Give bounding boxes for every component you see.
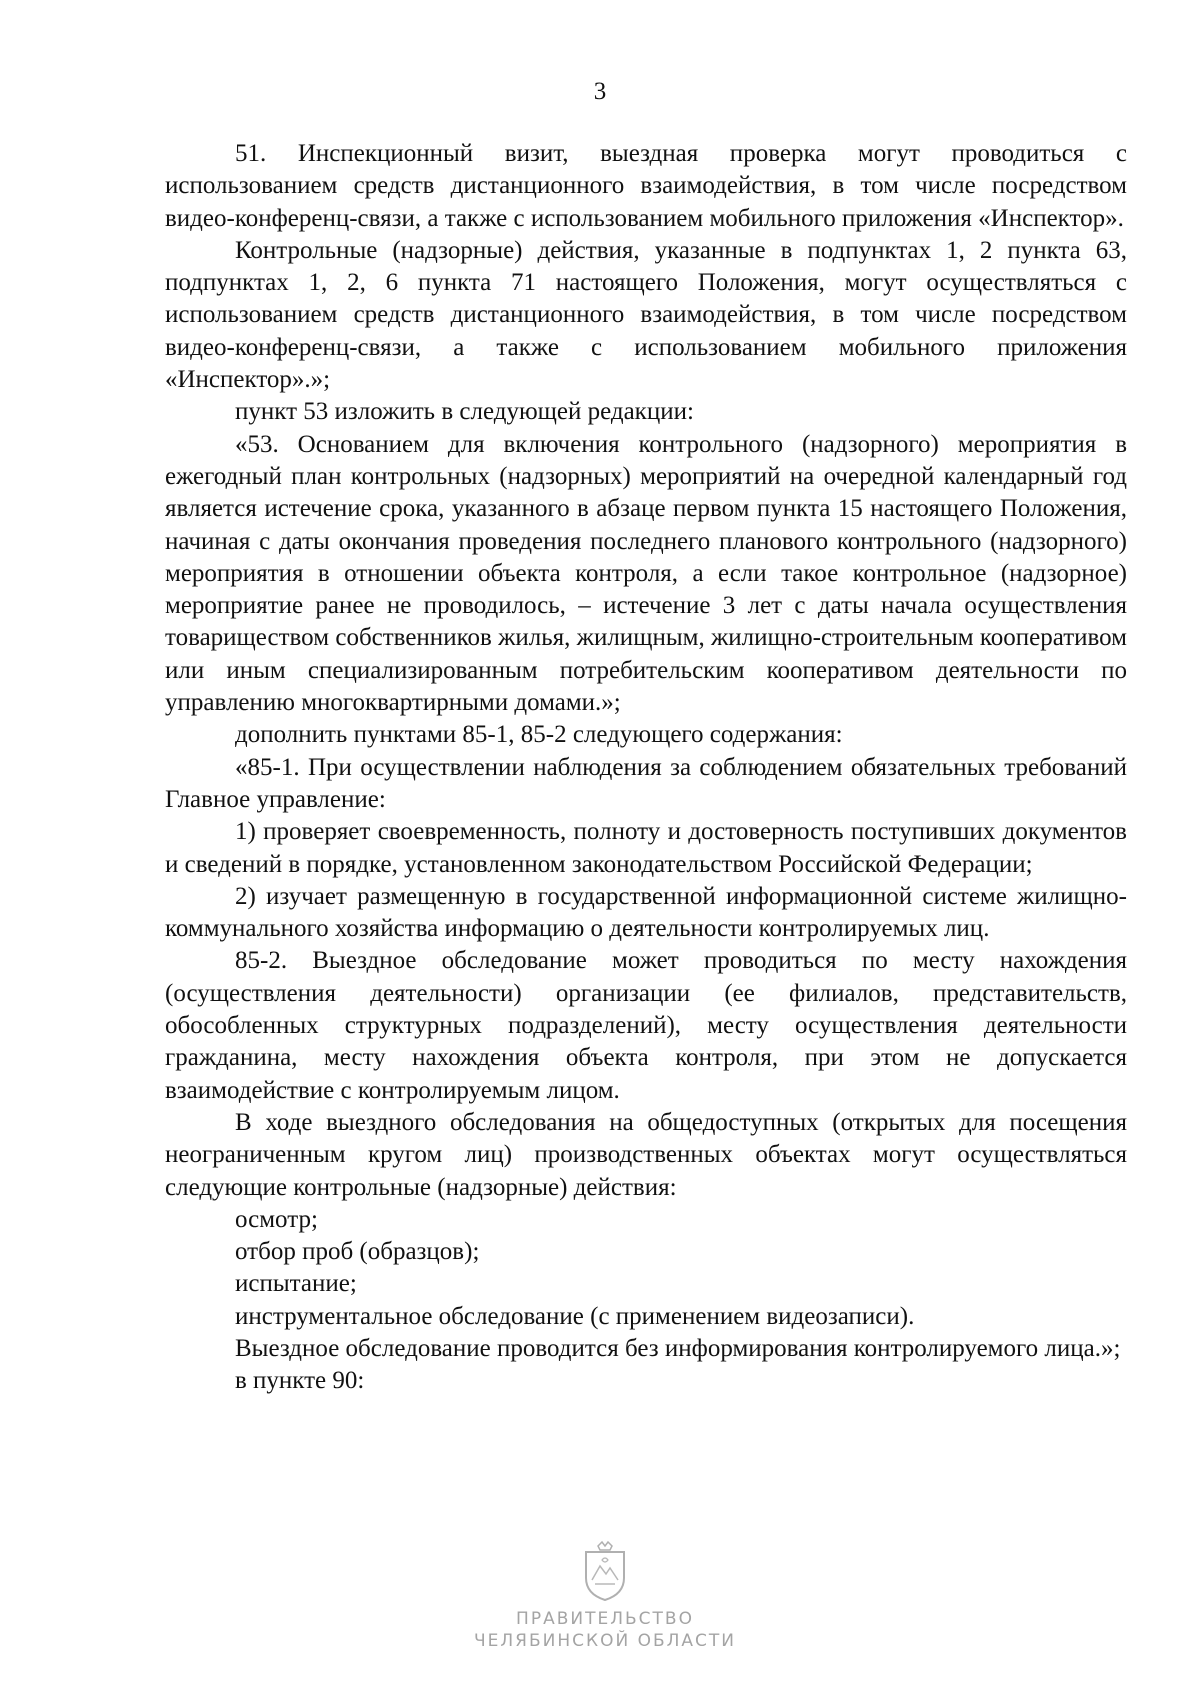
list-item-sampling: отбор проб (образцов); bbox=[235, 1238, 480, 1266]
paragraph-inspection-actions: В ходе выездного обследования на общедоступных (открытых для посещения неограниченным кругом лиц) производственных объектах могут осуществляться следующие контрольные (надзорные) действия: bbox=[165, 1108, 1127, 1201]
paragraph-no-notification: Выездное обследование проводится без информирования контролируемого лица.»; bbox=[235, 1334, 1121, 1362]
paragraph-85-2: 85-2. Выездное обследование может проводиться по месту нахождения (осуществления деятельности) организации (ее филиалов, представительств, обособленных структурных подразделений), месту осуществления деятельности гражданина, месту нахождения объекта контроля, при этом не допускается взаимодействие с контролируемым лицом. bbox=[165, 947, 1127, 1104]
government-seal bbox=[445, 1540, 765, 1652]
list-item-testing: испытание; bbox=[235, 1270, 357, 1298]
paragraph-control-actions: Контрольные (надзорные) действия, указанные в подпунктах 1, 2 пункта 63, подпунктах 1, 2, 6 пункта 71 настоящего Положения, могут осуществляться с использованием средств дистанционного взаимодействия, в том числе посредством видео-конференц-связи, а также с использованием мобильного приложения «Инспектор».»; bbox=[165, 236, 1127, 394]
paragraph-51: 51. Инспекционный визит, выездная проверка могут проводиться с использованием средств дистанционного взаимодействия, в том числе посредством видео-конференц-связи, а также с использованием мобильного приложения «Инспектор». bbox=[165, 140, 1127, 232]
paragraph-add-85: дополнить пунктами 85-1, 85-2 следующего содержания: bbox=[235, 721, 843, 749]
list-item-inspection: осмотр; bbox=[235, 1205, 318, 1233]
coat-of-arms-icon bbox=[580, 1540, 630, 1602]
seal-line-2: ЧЕЛЯБИНСКОЙ ОБЛАСТИ bbox=[473, 1631, 737, 1651]
paragraph-85-1-item-2: 2) изучает размещенную в государственной информационной системе жилищно-коммунального хозяйства информацию о деятельности контролируемых лиц. bbox=[165, 882, 1127, 943]
paragraph-85-1-item-1: 1) проверяет своевременность, полноту и достоверность поступивших документов и сведений в порядке, установленном законодательством Российской Федерации; bbox=[165, 818, 1127, 878]
paragraph-amend-53: пункт 53 изложить в следующей редакции: bbox=[235, 398, 694, 426]
page-number: 3 bbox=[593, 78, 607, 105]
document-body bbox=[165, 138, 1127, 1398]
seal-line-1: ПРАВИТЕЛЬСТВО bbox=[516, 1609, 694, 1629]
list-item-instrumental: инструментальное обследование (с применением видеозаписи). bbox=[235, 1302, 915, 1330]
paragraph-53: «53. Основанием для включения контрольного (надзорного) мероприятия в ежегодный план контрольных (надзорных) мероприятий на очередной календарный год является истечение срока, указанного в абзаце первом пункта 15 настоящего Положения, начиная с даты окончания проведения последнего планового контрольного (надзорного) мероприятия в отношении объекта контроля, а если такое контрольное (надзорное) мероприятие ранее не проводилось, – истечение 3 лет с даты начала осуществления товариществом собственников жилья, жилищным, жилищно-строительным кооперативом или иным специализированным потребительским кооперативом деятельности по управлению многоквартирными домами.»; bbox=[165, 430, 1127, 717]
paragraph-point-90: в пункте 90: bbox=[235, 1367, 365, 1395]
paragraph-85-1: «85-1. При осуществлении наблюдения за соблюдением обязательных требований Главное управление: bbox=[165, 753, 1127, 813]
